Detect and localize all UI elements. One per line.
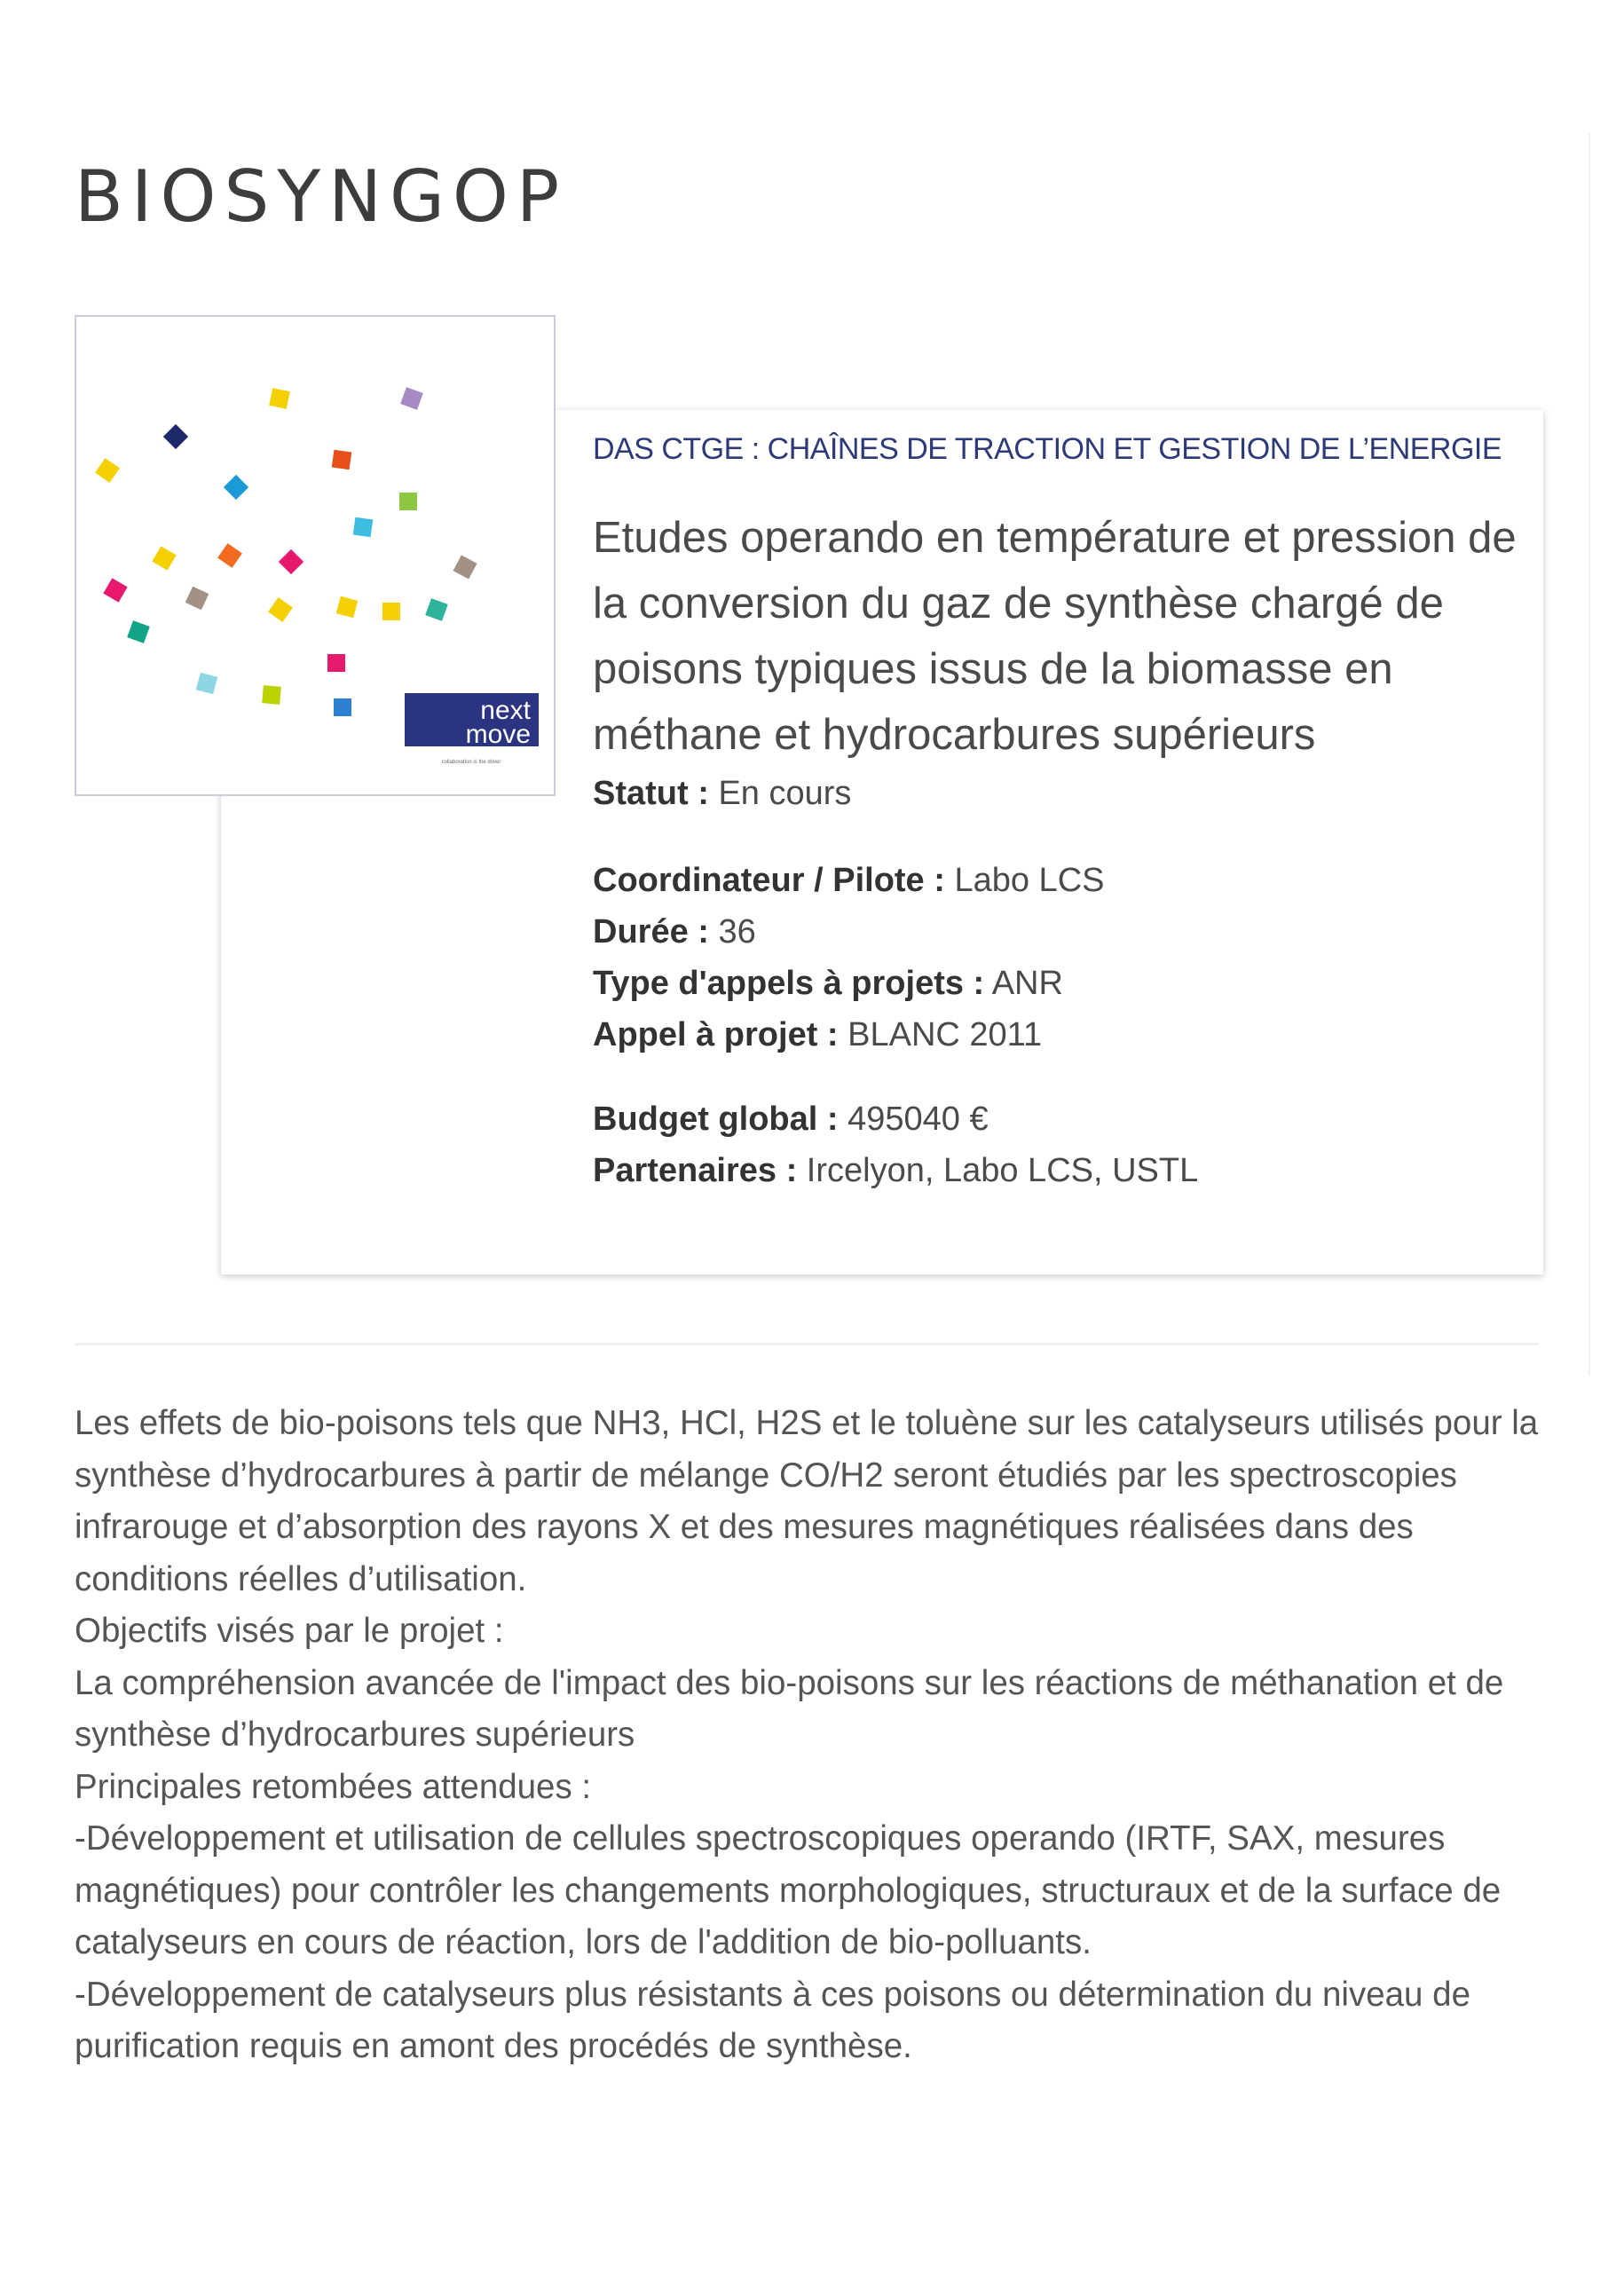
category-link[interactable]: DAS CTGE : CHAÎNES DE TRACTION ET GESTION DE L’ENERGIE: [593, 432, 1502, 466]
status-label: Statut :: [593, 774, 709, 812]
page-title: BIOSYNGOP: [75, 155, 568, 238]
duration-value: 36: [718, 912, 756, 951]
coordinator-value: Labo LCS: [954, 861, 1105, 899]
call-value: BLANC 2011: [847, 1015, 1043, 1053]
description-paragraph: La compréhension avancée de l'impact des bio-poisons sur les réactions de méthanation et de synthèse d’hydrocarbures supérieurs: [75, 1663, 1504, 1754]
description-paragraph: Objectifs visés par le projet :: [75, 1612, 504, 1650]
budget-label: Budget global :: [593, 1100, 839, 1138]
partners-label: Partenaires :: [593, 1151, 798, 1189]
logo-tagline: collaboration is the driver: [441, 760, 501, 765]
budget-value: 495040 €: [847, 1100, 989, 1138]
project-details: [593, 424, 1533, 1196]
section-divider: [75, 1343, 1539, 1345]
next-move-logo: [76, 317, 554, 794]
call-type-label: Type d'appels à projets :: [593, 964, 985, 1002]
confetti-squares: [95, 387, 477, 716]
duration-label: Durée :: [593, 912, 709, 951]
description-paragraph: Les effets de bio-poisons tels que NH3, HCl, H2S et le toluène sur les catalyseurs utilisés pour la synthèse d’hydrocarbures à partir de mélange CO/H2 seront étudiés par les spectroscopies infrarouge et d’absorption des rayons X et des mesures magnétiques réalisées dans des conditions réelles d’utilisation.: [75, 1404, 1539, 1598]
coordinator-field: [593, 855, 1533, 906]
coordinator-label: Coordinateur / Pilote :: [593, 861, 945, 899]
partners-field: [593, 1145, 1533, 1196]
call-label: Appel à projet :: [593, 1015, 839, 1053]
call-field: [593, 1009, 1533, 1061]
project-logo: [75, 315, 556, 796]
page-border: [1589, 133, 1590, 1376]
description-paragraph: Principales retombées attendues :: [75, 1767, 592, 1806]
status-field: [593, 768, 1533, 819]
budget-field: [593, 1093, 1533, 1145]
project-title: Etudes operando en température et pression de la conversion du gaz de synthèse chargé de poisons typiques issus de la biomasse en méthane et hydrocarbures supérieurs: [593, 513, 1517, 759]
description-paragraph: -Développement de catalyseurs plus résistants à ces poisons ou détermination du niveau de purification requis en amont des procédés de synthèse.: [75, 1975, 1470, 2065]
call-type-value: ANR: [991, 964, 1063, 1002]
duration-field: [593, 906, 1533, 958]
description-paragraph: -Développement et utilisation de cellules spectroscopiques operando (IRTF, SAX, mesures magnétiques) pour contrôler les changements morphologiques, structuraux et de la surface de catalyseurs en cours de réaction, lors de l'addition de bio-polluants.: [75, 1819, 1502, 1961]
logo-text-move: move: [465, 720, 531, 749]
logo-text-next: next: [480, 696, 531, 725]
partners-value: Ircelyon, Labo LCS, USTL: [806, 1151, 1199, 1189]
status-value: En cours: [718, 774, 852, 812]
call-type-field: [593, 958, 1533, 1009]
project-description: [75, 1398, 1557, 2073]
